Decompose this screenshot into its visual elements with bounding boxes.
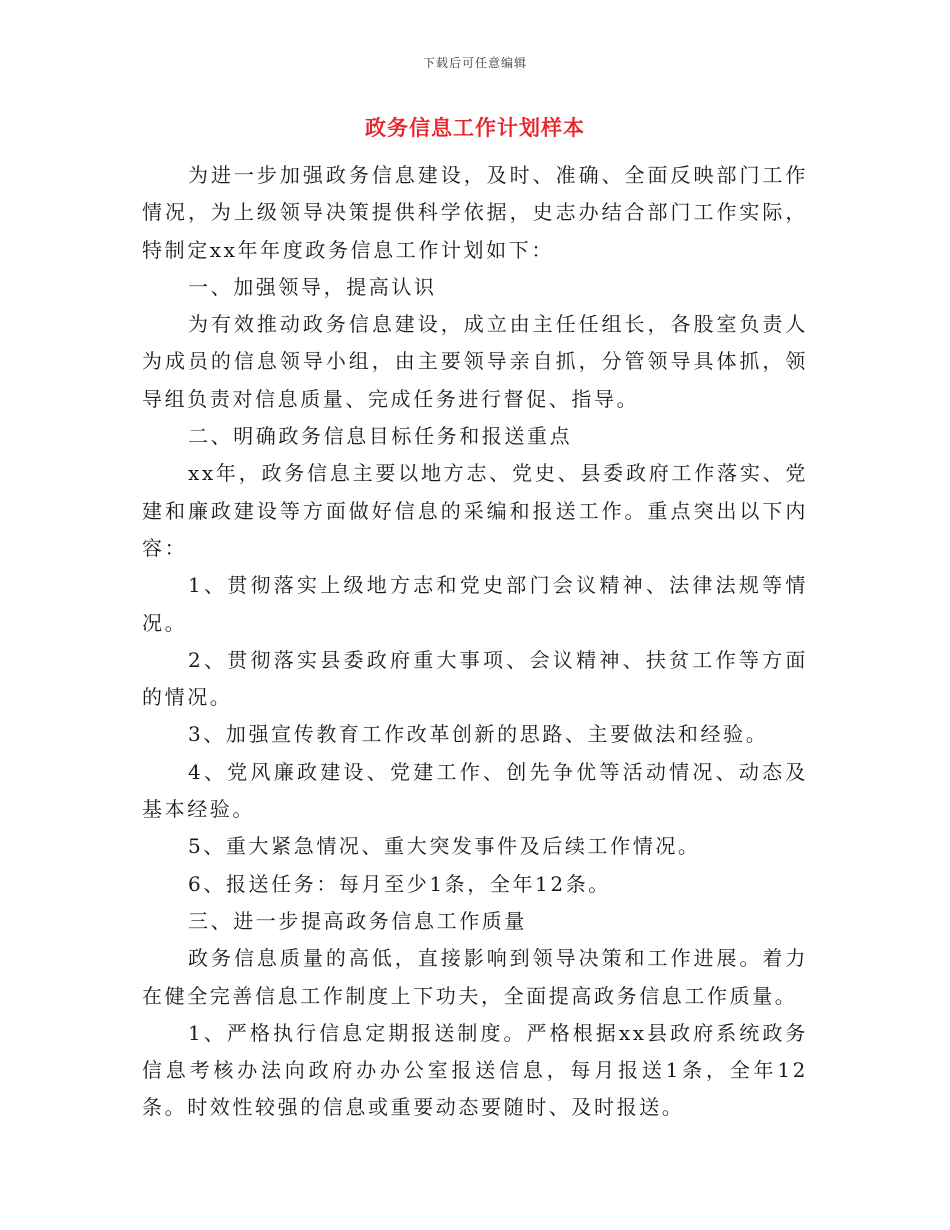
list-item: 2、贯彻落实县委政府重大事项、会议精神、扶贫工作等方面的情况。 bbox=[142, 647, 808, 710]
paragraph: xx年，政务信息主要以地方志、党史、县委政府工作落实、党建和廉政建设等方面做好信息的采编和报送工作。重点突出以下内容： bbox=[142, 461, 808, 560]
section-heading-3: 三、进一步提高政务信息工作质量 bbox=[188, 908, 527, 933]
section-heading-1: 一、加强领导，提高认识 bbox=[188, 274, 437, 299]
paragraph: 政务信息质量的高低，直接影响到领导决策和工作进展。着力在健全完善信息工作制度上下功夫，全面提高政务信息工作质量。 bbox=[142, 946, 808, 1008]
list-item: 1、贯彻落实上级地方志和党史部门会议精神、法律法规等情况。 bbox=[142, 573, 808, 635]
section-heading-2: 二、明确政务信息目标任务和报送重点 bbox=[188, 424, 573, 449]
document-title: 政务信息工作计划样本 bbox=[365, 116, 585, 140]
list-item: 3、加强宣传教育工作改革创新的思路、主要做法和经验。 bbox=[188, 722, 769, 747]
list-item: 1、严格执行信息定期报送制度。严格根据xx县政府系统政务信息考核办法向政府办办公室报送信息，每月报送1条，全年12条。时效性较强的信息或重要动态要随时、及时报送。 bbox=[142, 1020, 808, 1120]
paragraph-intro: 为进一步加强政务信息建设，及时、准确、全面反映部门工作情况，为上级领导决策提供科学依据，史志办结合部门工作实际，特制定xx年年度政务信息工作计划如下： bbox=[142, 163, 808, 262]
list-item: 6、报送任务：每月至少1条，全年12条。 bbox=[188, 871, 611, 896]
list-item: 5、重大紧急情况、重大突发事件及后续工作情况。 bbox=[188, 834, 701, 859]
document-body bbox=[142, 157, 808, 1127]
header-note: 下载后可任意编辑 bbox=[422, 56, 527, 70]
paragraph: 为有效推动政务信息建设，成立由主任任组长，各股室负责人为成员的信息领导小组，由主要领导亲自抓，分管领导具体抓，领导组负责对信息质量、完成任务进行督促、指导。 bbox=[142, 312, 808, 411]
list-item: 4、党风廉政建设、党建工作、创先争优等活动情况、动态及基本经验。 bbox=[142, 759, 808, 822]
